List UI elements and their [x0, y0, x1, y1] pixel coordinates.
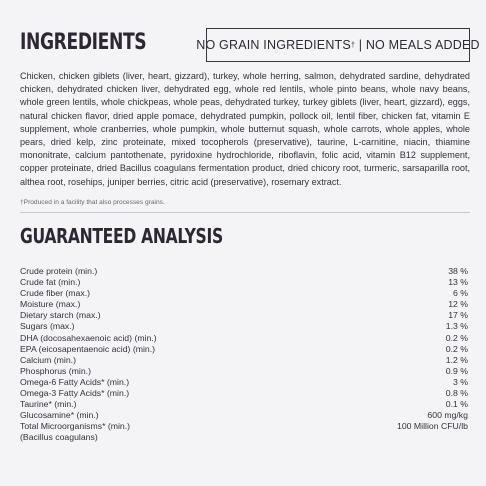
badge-separator: |	[355, 38, 366, 52]
section-divider	[20, 212, 470, 213]
analysis-row	[20, 355, 468, 366]
analysis-value: 3 %	[453, 376, 468, 387]
analysis-label: Dietary starch (max.)	[20, 310, 101, 321]
guaranteed-analysis-title: GUARANTEED ANALYSIS	[20, 224, 223, 248]
analysis-row-subtext: (Bacillus coagulans)	[20, 432, 98, 443]
analysis-value: 1.3 %	[445, 321, 468, 332]
analysis-value: 17 %	[448, 310, 468, 321]
badge-dagger: †	[350, 41, 356, 49]
analysis-value: 0.1 %	[445, 399, 468, 410]
ingredients-list: Chicken, chicken giblets (liver, heart, gizzard), turkey, whole herring, salmon, dehydrated sardine, dehydrated chicken, dehydrated chicken liver, dehydrated egg, whole red lentils, whole pinto beans, whole navy beans, whole green lentils, whole chickpeas, whole peas, dehydrated turkey, turkey giblets (liver, heart, gizzard), eggs, natural chicken flavor, dried apple pomace, dehydrated pumpkin, pollock oil, lentil fiber, chicken fat, vitamin E supplement, whole cranberries, whole pumpkin, whole butternut squash, whole carrots, whole apples, whole pears, dried kelp, zinc proteinate, mixed tocopherols (preservative), taurine, L-carnitine, niacin, thiamine mononitrate, calcium pantothenate, pyridoxine hydrochloride, riboflavin, folic acid, vitamin B12 supplement, copper proteinate, dried Bacillus coagulans fermentation product, dried chicory root, turmeric, sarsaparilla root, althea root, rosehips, juniper berries, citric acid (preservative), rosemary extract.	[20, 71, 470, 187]
analysis-value: 100 Million CFU/lb	[397, 421, 468, 432]
analysis-label: Crude fiber (max.)	[20, 288, 91, 299]
analysis-row	[20, 288, 468, 299]
analysis-row	[20, 266, 468, 277]
grain-facility-footnote: †Produced in a facility that also processes grains.	[20, 199, 165, 206]
analysis-label: Taurine* (min.)	[20, 399, 77, 410]
ingredients-title: INGREDIENTS	[20, 30, 147, 55]
analysis-label: Sugars (max.)	[20, 321, 75, 332]
analysis-value: 0.9 %	[445, 365, 468, 376]
analysis-row	[20, 321, 468, 332]
analysis-value: 6 %	[453, 288, 468, 299]
analysis-row	[20, 277, 468, 288]
ingredients-header	[20, 28, 480, 64]
analysis-row	[20, 388, 468, 399]
guaranteed-analysis-table	[20, 266, 468, 444]
analysis-label: Crude protein (min.)	[20, 266, 98, 276]
analysis-row	[20, 366, 468, 377]
analysis-row	[20, 377, 468, 388]
analysis-row	[20, 410, 468, 421]
analysis-row	[20, 299, 468, 310]
analysis-value: 38 %	[448, 266, 468, 276]
analysis-row	[20, 399, 468, 410]
analysis-label: EPA (eicosapentaenoic acid) (min.)	[20, 343, 156, 354]
analysis-row	[20, 421, 468, 432]
analysis-label: Total Microorganisms* (min.)	[20, 421, 131, 432]
analysis-value: 0.2 %	[445, 343, 468, 354]
analysis-value: 0.2 %	[445, 332, 468, 343]
analysis-label: Glucosamine* (min.)	[20, 410, 99, 421]
analysis-label: Moisture (max.)	[20, 299, 81, 310]
analysis-label: Omega-6 Fatty Acids* (min.)	[20, 376, 130, 387]
analysis-row	[20, 310, 468, 321]
analysis-label: Calcium (min.)	[20, 354, 76, 365]
badge-right-text: NO MEALS ADDED	[365, 38, 480, 52]
analysis-label: Crude fat (min.)	[20, 277, 81, 288]
analysis-value: 0.8 %	[445, 388, 468, 399]
analysis-value: 1.2 %	[445, 354, 468, 365]
analysis-row	[20, 333, 468, 344]
analysis-value: 13 %	[448, 277, 468, 288]
analysis-label: Omega-3 Fatty Acids* (min.)	[20, 388, 130, 399]
no-grain-badge	[196, 28, 480, 62]
analysis-label: Phosphorus (min.)	[20, 365, 91, 376]
badge-left-text: NO GRAIN INGREDIENTS	[196, 38, 351, 52]
analysis-row	[20, 344, 468, 355]
analysis-value: 12 %	[448, 299, 468, 310]
analysis-label: DHA (docosahexaenoic acid) (min.)	[20, 332, 157, 343]
analysis-value: 600 mg/kg	[427, 410, 468, 421]
